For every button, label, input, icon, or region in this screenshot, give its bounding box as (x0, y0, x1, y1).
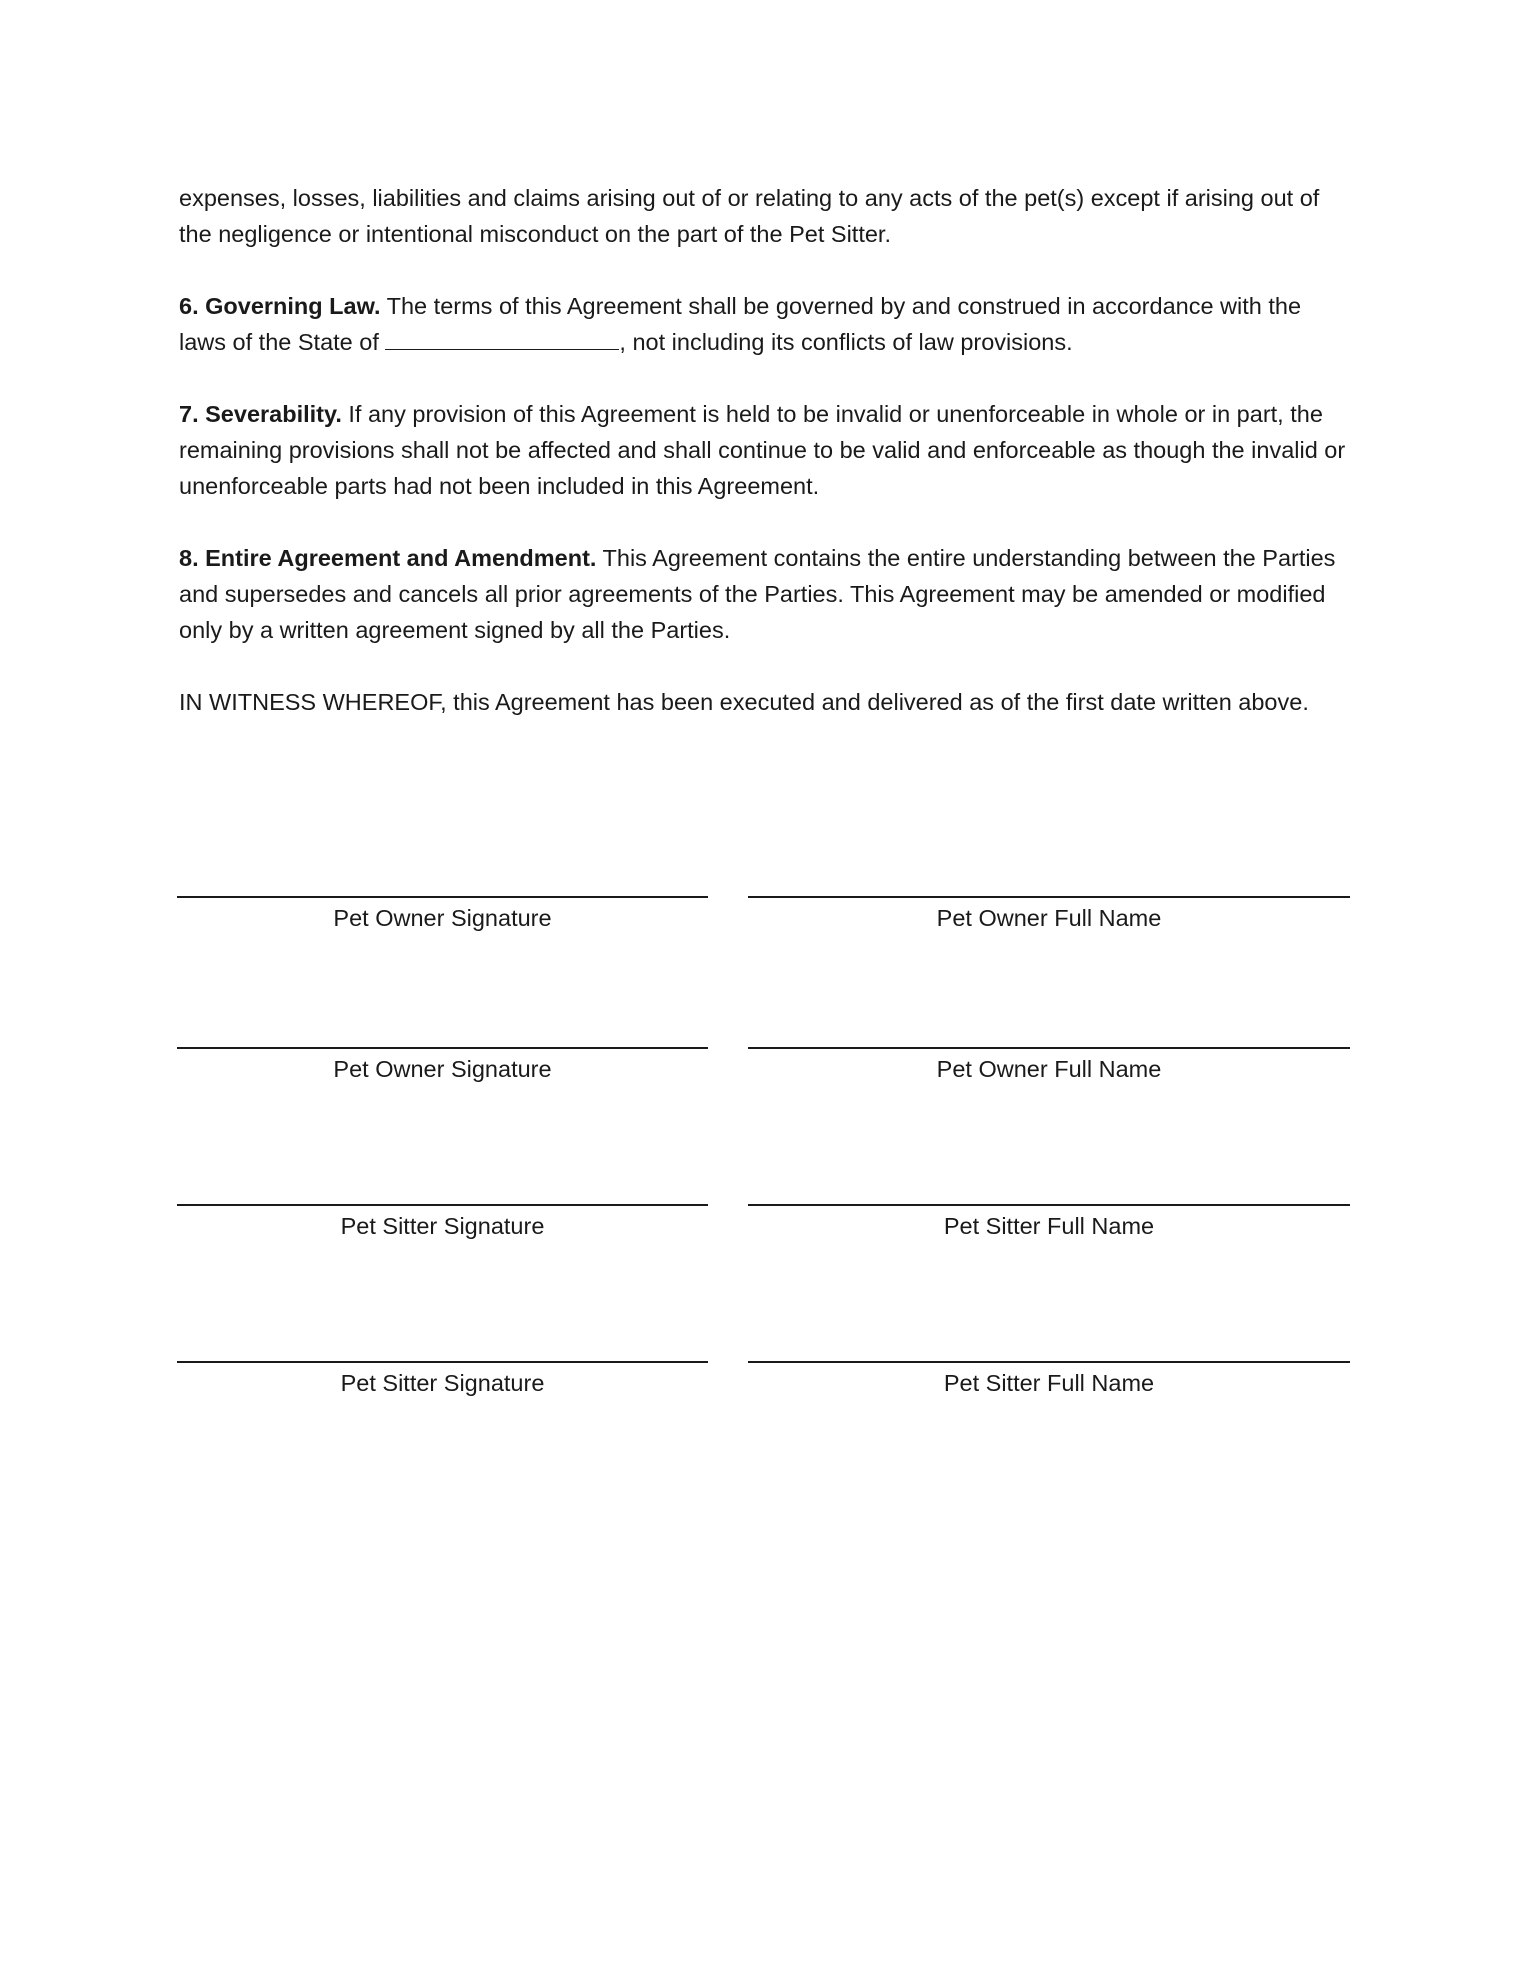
pet-owner-signature-label: Pet Owner Signature (333, 905, 552, 931)
severability-clause (179, 396, 1349, 504)
pet-sitter-signature-label: Pet Sitter Signature (340, 1370, 545, 1396)
governing-law-clause (179, 288, 1349, 360)
agreement-body (179, 180, 1349, 756)
entire-agreement-clause (179, 540, 1349, 648)
severability-heading: 7. Severability. (179, 401, 342, 427)
pet-owner-signature-line[interactable] (177, 896, 708, 898)
state-blank-field[interactable] (385, 327, 619, 350)
pet-owner-signature-line[interactable] (177, 1047, 708, 1049)
severability-text: If any provision of this Agreement is held to be invalid or unenforceable in whole or in part, the remaining provisions shall not be affected and shall continue to be valid and enforceable as though the invalid or unenforceable parts had not been included in this Agreement. (179, 401, 1346, 499)
pet-owner-full-name-label: Pet Owner Full Name (936, 905, 1162, 931)
pet-sitter-full-name-line[interactable] (748, 1204, 1350, 1206)
pet-owner-full-name-line[interactable] (748, 896, 1350, 898)
pet-sitter-full-name-label: Pet Sitter Full Name (943, 1370, 1155, 1396)
pet-sitter-full-name-line[interactable] (748, 1361, 1350, 1363)
witness-clause (179, 684, 1349, 720)
pet-sitter-full-name-label: Pet Sitter Full Name (943, 1213, 1155, 1239)
governing-law-text-before: The terms of this Agreement shall be governed by and construed in accordance with the laws of the State of (179, 293, 1302, 355)
pet-sitter-signature-line[interactable] (177, 1361, 708, 1363)
pet-sitter-signature-line[interactable] (177, 1204, 708, 1206)
entire-agreement-heading: 8. Entire Agreement and Amendment. (179, 545, 597, 571)
pet-owner-full-name-label: Pet Owner Full Name (936, 1056, 1162, 1082)
indemnity-continuation (179, 180, 1349, 252)
pet-owner-full-name-line[interactable] (748, 1047, 1350, 1049)
indemnity-continuation-text: expenses, losses, liabilities and claims arising out of or relating to any acts of the pet(s) except if arising out of the negligence or intentional misconduct on the part of the Pet Sitter. (179, 185, 1320, 247)
witness-text: IN WITNESS WHEREOF, this Agreement has been executed and delivered as of the first date written above. (179, 689, 1309, 715)
pet-sitter-signature-label: Pet Sitter Signature (340, 1213, 545, 1239)
entire-agreement-text: This Agreement contains the entire understanding between the Parties and supersedes and cancels all prior agreements of the Parties. This Agreement may be amended or modified only by a written agreement signed by all the Parties. (179, 545, 1336, 643)
governing-law-heading: 6. Governing Law. (179, 293, 381, 319)
governing-law-text-after: , not including its conflicts of law provisions. (619, 329, 1073, 355)
pet-owner-signature-label: Pet Owner Signature (333, 1056, 552, 1082)
